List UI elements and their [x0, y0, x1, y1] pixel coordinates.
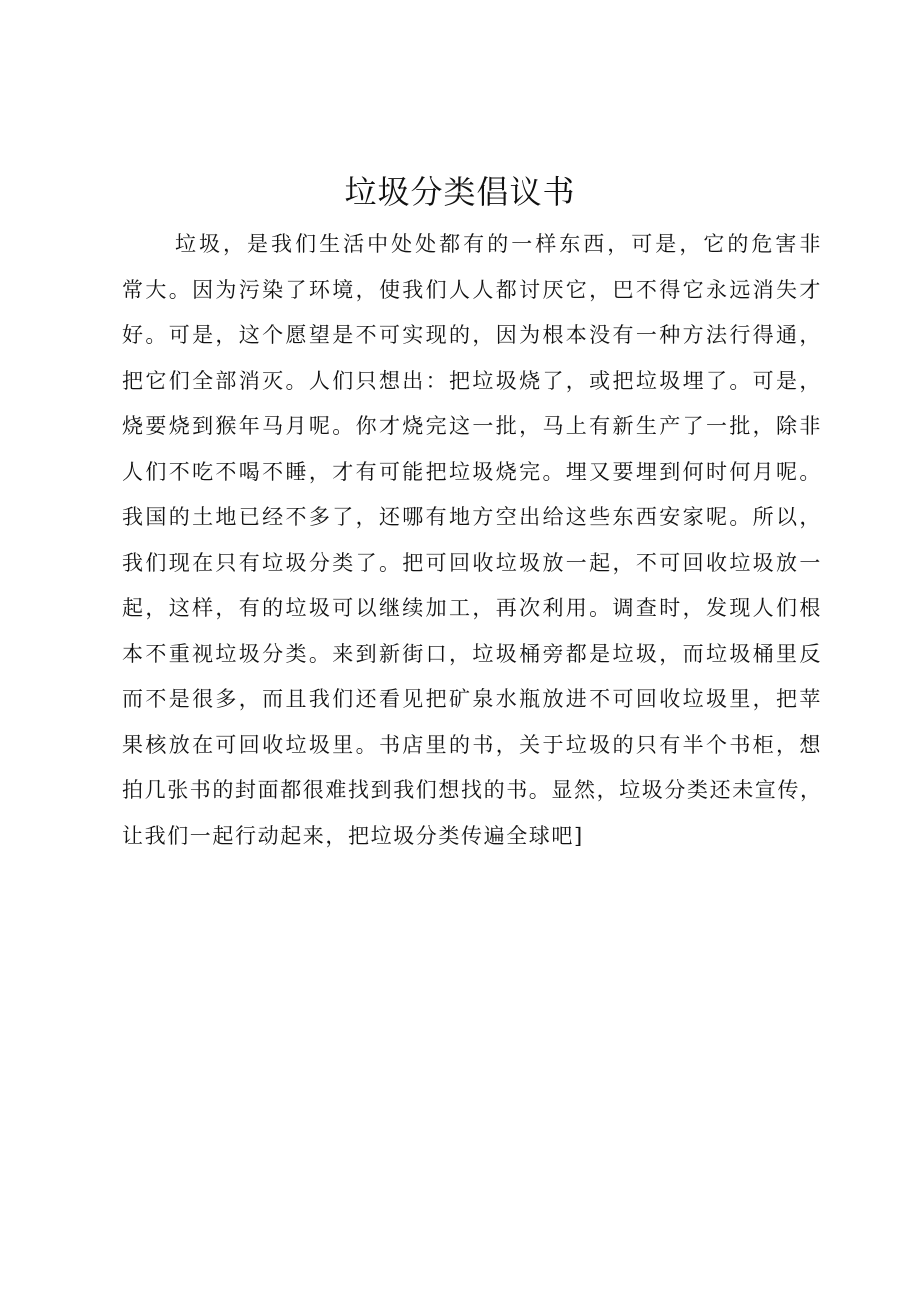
- paragraph-line: 垃圾，是我们生活中处处都有的一样东西，可是，它的危害非: [175, 232, 822, 256]
- paragraph-line: 我国的土地已经不多了，还哪有地方空出给这些东西安家呢。所以，: [122, 505, 822, 529]
- document-title: 垃圾分类倡议书: [344, 173, 576, 211]
- paragraph-line: 让我们一起行动起来，把垃圾分类传遍全球吧]: [122, 823, 584, 848]
- paragraph-line: 把它们全部消灭。人们只想出：把垃圾烧了，或把垃圾埋了。可是，: [122, 368, 822, 393]
- paragraph-line: 起，这样，有的垃圾可以继续加工，再次利用。调查时，发现人们根: [122, 596, 822, 620]
- paragraph-line: 烧要烧到猴年马月呢。你才烧完这一批，马上有新生产了一批，除非: [122, 414, 822, 438]
- paragraph-line: 拍几张书的封面都很难找到我们想找的书。显然，垃圾分类还未宣传，: [122, 778, 823, 802]
- paragraph-line: 果核放在可回收垃圾里。书店里的书，关于垃圾的只有半个书柜，想: [122, 732, 822, 757]
- document-body: [122, 222, 822, 859]
- paragraph-line: 人们不吃不喝不睡，才有可能把垃圾烧完。埋又要埋到何时何月呢。: [122, 459, 822, 484]
- paragraph-line: 本不重视垃圾分类。来到新街口，垃圾桶旁都是垃圾，而垃圾桶里反: [122, 641, 822, 666]
- paragraph-line: 而不是很多，而且我们还看见把矿泉水瓶放进不可回收垃圾里，把苹: [122, 687, 822, 711]
- paragraph-line: 好。可是，这个愿望是不可实现的，因为根本没有一种方法行得通，: [122, 323, 822, 347]
- paragraph-line: 常大。因为污染了环境，使我们人人都讨厌它，巴不得它永远消失才: [122, 277, 822, 302]
- paragraph-line: 我们现在只有垃圾分类了。把可回收垃圾放一起，不可回收垃圾放一: [122, 550, 822, 575]
